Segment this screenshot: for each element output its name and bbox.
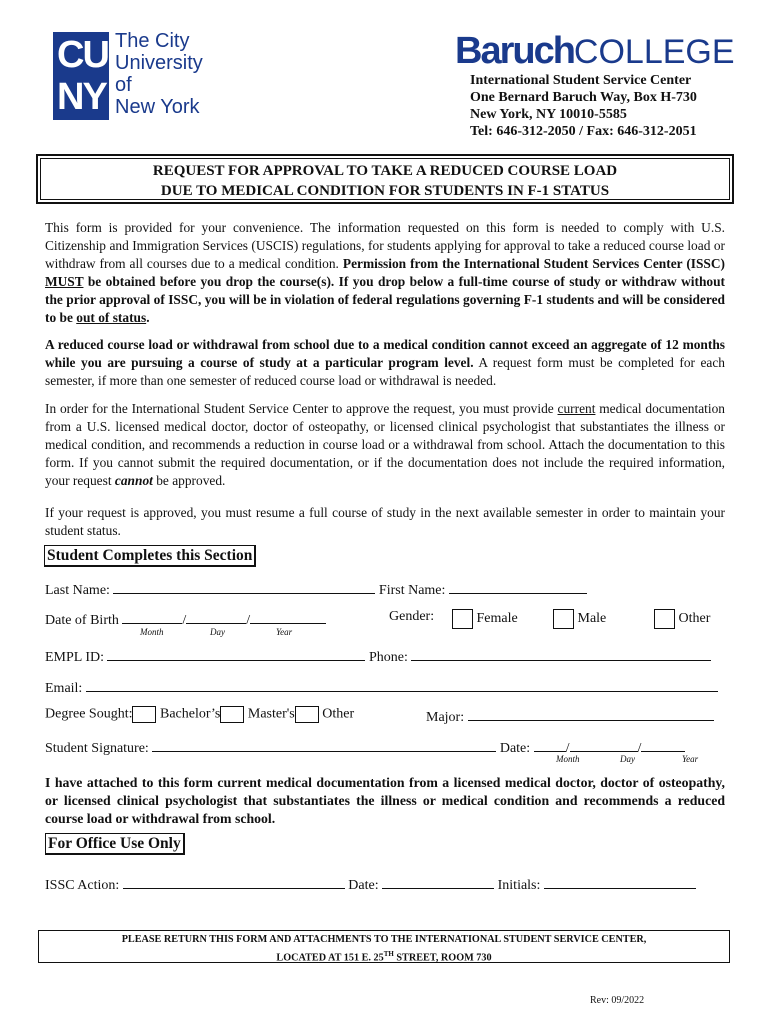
office-date-label: Date: [348, 878, 379, 893]
issc-address [470, 72, 697, 140]
degree-masters-label: Master's [247, 706, 295, 722]
empl-id-field[interactable] [107, 646, 365, 661]
intro-docs-detail: medical documentation from a U.S. licensed medical doctor, doctor of osteopathy, or licensed clinical psychologist that substantiates the illness or medical condition, and recommends a reduction in course load or a withdrawal from school. Attach the documentation to this form. If you cannot submit the required documentation, or if the documentation does not include the required information, your request [45, 401, 725, 488]
intro-must: MUST [45, 274, 84, 289]
signature-field[interactable] [152, 737, 496, 752]
degree-row [45, 706, 354, 723]
intro-limit: A reduced course load or withdrawal from school due to a medical condition cannot exceed an aggregate of 12 months while you are pursuing a course of study at a particular program level. [45, 337, 725, 370]
return-line2 [39, 947, 729, 965]
intro-cannot: cannot [114, 473, 153, 488]
form-title-line2: DUE TO MEDICAL CONDITION FOR STUDENTS IN F-1 STATUS [160, 183, 610, 199]
email-label: Email: [45, 681, 83, 696]
gender-other-checkbox[interactable] [654, 609, 675, 629]
intro-warning: be obtained before you drop the course(s). If you drop below a full-time course of study or withdraw without the prior approval of ISSC, you will be in violation of federal regulations governing F-1 students and will be considered to be [45, 274, 725, 325]
initials-field[interactable] [544, 874, 696, 889]
first-name-label: First Name: [378, 583, 446, 598]
phone-label: Phone: [368, 650, 408, 665]
major-row [426, 706, 714, 726]
gender-female-label: Female [476, 611, 518, 627]
cuny-logo-block [53, 32, 109, 120]
intro-text: This form is provided for your convenience. The information requested on this form is needed to comply with U.S. Citizenship and Immigration Services (USCIS) regulations, for students applying for approval to take a reduced course load or withdraw from all courses due to a medical condition. [45, 220, 725, 271]
signature-day-caption: Day [620, 754, 635, 764]
email-field[interactable] [86, 677, 718, 692]
dob-separator: / [246, 613, 251, 628]
form-title-box [36, 154, 734, 204]
gender-female-checkbox[interactable] [452, 609, 473, 629]
intro-paragraph-4 [45, 504, 725, 540]
gender-other-label: Other [678, 611, 711, 627]
gender-label: Gender: [389, 609, 435, 624]
signature-date-day[interactable] [570, 737, 638, 752]
date-separator: / [637, 741, 642, 756]
gender-male-option[interactable] [553, 609, 606, 629]
intro-current: current [557, 401, 596, 416]
intro-permission: Permission from the International Student Services Center (ISSC) [342, 256, 726, 271]
cuny-letters-bottom: NY [57, 76, 106, 118]
intro-period: . [146, 310, 150, 325]
last-name-field[interactable] [113, 579, 375, 594]
office-date-field[interactable] [382, 874, 494, 889]
major-field[interactable] [468, 706, 714, 721]
cuny-name-line: of [115, 74, 132, 96]
initials-label: Initials: [497, 878, 541, 893]
office-section-heading-wrap [45, 835, 185, 853]
cuny-logo [53, 32, 228, 122]
email-row [45, 677, 718, 697]
intro-resume-note: If your request is approved, you must resume a full course of study in the next available semester in order to maintain your student status. [45, 505, 725, 538]
last-name-label: Last Name: [45, 583, 110, 598]
intro-paragraph-2 [45, 336, 725, 390]
gender-other-option[interactable] [654, 609, 710, 629]
name-row [45, 579, 587, 599]
empl-phone-row [45, 646, 711, 666]
gender-female-option[interactable] [452, 609, 518, 629]
dob-year-field[interactable] [250, 609, 326, 624]
revision-date: Rev: 09/2022 [590, 995, 645, 1006]
signature-date-month[interactable] [534, 737, 566, 752]
degree-masters-checkbox[interactable] [220, 706, 244, 723]
address-line: Tel: 646-312-2050 / Fax: 646-312-2051 [470, 124, 697, 139]
date-separator: / [565, 741, 570, 756]
dob-separator: / [182, 613, 187, 628]
issc-action-label: ISSC Action: [45, 878, 120, 893]
address-line: New York, NY 10010-5585 [470, 107, 627, 122]
gender-male-label: Male [577, 611, 607, 627]
address-line: International Student Service Center [470, 73, 692, 88]
signature-label: Student Signature: [45, 741, 149, 756]
first-name-field[interactable] [449, 579, 587, 594]
return-line2-sup: TH [383, 950, 394, 958]
intro-paragraph-3 [45, 400, 725, 490]
signature-date-year[interactable] [641, 737, 685, 752]
intro-docs-end: be approved. [152, 473, 226, 488]
cuny-name-line: University [115, 52, 203, 74]
degree-bachelors-label: Bachelor’s [159, 706, 221, 722]
dob-row [45, 609, 326, 629]
student-section-heading: Student Completes this Section [44, 545, 256, 567]
major-label: Major: [426, 710, 465, 725]
issc-action-field[interactable] [123, 874, 345, 889]
cuny-letters-top: CU [57, 34, 108, 76]
dob-month-caption: Month [140, 627, 164, 637]
intro-docs-text: In order for the International Student Service Center to approve the request, you must provide [45, 401, 558, 416]
phone-field[interactable] [411, 646, 711, 661]
signature-year-caption: Year [682, 754, 699, 764]
degree-label: Degree Sought: [45, 706, 133, 722]
intro-paragraph-1 [45, 219, 725, 327]
signature-month-caption: Month [556, 754, 580, 764]
return-line2-a: LOCATED AT 151 E. 25 [276, 952, 384, 964]
signature-row [45, 737, 685, 757]
student-section-heading-wrap [44, 547, 256, 565]
cuny-name-line: The City [115, 30, 190, 52]
cuny-name-line: New York [115, 96, 200, 118]
form-title [40, 158, 730, 200]
gender-male-checkbox[interactable] [553, 609, 574, 629]
degree-other-checkbox[interactable] [295, 706, 319, 723]
degree-other-label: Other [322, 706, 355, 722]
dob-day-field[interactable] [186, 609, 246, 624]
degree-bachelors-checkbox[interactable] [132, 706, 156, 723]
return-line2-b: STREET, ROOM 730 [393, 952, 492, 964]
baruch-logo-bold: Baruch [455, 30, 574, 72]
baruch-logo-light: COLLEGE [573, 33, 735, 71]
address-line: One Bernard Baruch Way, Box H-730 [470, 90, 697, 105]
attestation-text: I have attached to this form current medical documentation from a licensed medical doctor, doctor of osteopathy, or licensed clinical psychologist that substantiates the illness or medical condition and recommends a reduced course load or withdrawal from school. [45, 775, 725, 826]
cuny-name [115, 30, 230, 118]
form-title-line1: REQUEST FOR APPROVAL TO TAKE A REDUCED COURSE LOAD [152, 163, 618, 179]
office-section-heading: For Office Use Only [45, 833, 185, 855]
dob-year-caption: Year [276, 627, 293, 637]
return-line1: PLEASE RETURN THIS FORM AND ATTACHMENTS TO THE INTERNATIONAL STUDENT SERVICE CENTER, [121, 934, 647, 945]
intro-semester-note: A request form must be completed for each semester, if more than one semester of reduced course load or withdrawal is needed. [45, 355, 725, 388]
dob-day-caption: Day [210, 627, 225, 637]
dob-label: Date of Birth [45, 613, 119, 628]
office-row [45, 874, 696, 894]
empl-id-label: EMPL ID: [45, 650, 104, 665]
baruch-logo [455, 30, 745, 72]
intro-out-of-status: out of status [76, 310, 147, 325]
return-instructions [38, 930, 730, 963]
dob-month-field[interactable] [122, 609, 182, 624]
signature-date-label: Date: [499, 741, 531, 756]
